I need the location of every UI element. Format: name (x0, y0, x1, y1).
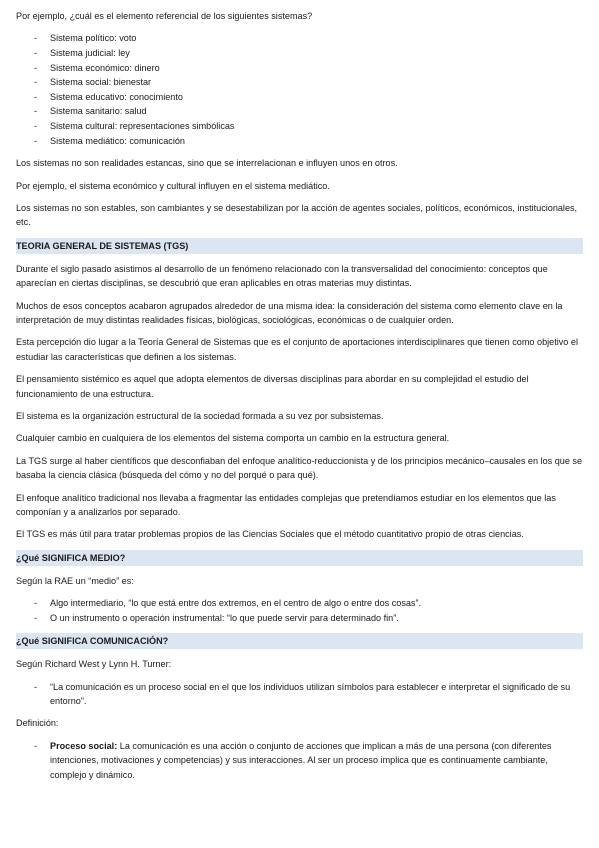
list-dash: - (34, 681, 38, 692)
list-item (16, 104, 583, 119)
list-dash: - (34, 135, 38, 146)
list-dash: - (34, 48, 38, 58)
body-paragraph: Por ejemplo, el sistema económico y cultural influyen en el sistema mediático. (16, 180, 330, 191)
tgs-paragraph: Durante el siglo pasado asistimos al desarrollo de un fenómeno relacionado con la transversalidad del conocimiento: conceptos que aparecían en ciertas disciplinas, se descubrió que eran aplicables en otras materias muy distintas. (16, 263, 548, 289)
tgs-paragraph: Cualquier cambio en cualquiera de los elementos del sistema comporta un cambio en la estructura general. (16, 433, 450, 444)
medio-list (16, 596, 583, 625)
tgs-paragraph: El TGS es más útil para tratar problemas propios de las Ciencias Sociales que el método cuantitativo propio de otras ciencias. (16, 529, 524, 540)
definition-list (16, 739, 583, 782)
definition-text: La comunicación es una acción o conjunto de acciones que implican a más de una persona (con diferentes intenciones, motivaciones y competencias) y sus interacciones. Al ser un proceso implica que es continuamente cambiante, complejo y dinámico. (50, 740, 552, 780)
body-paragraph: Los sistemas no son estables, son cambiantes y se desestabilizan por la acción de agentes sociales, políticos, económicos, institucionales, etc. (16, 202, 578, 228)
list-item (16, 134, 583, 149)
list-dash: - (34, 740, 38, 751)
list-dash: - (34, 91, 38, 102)
list-dash: - (34, 612, 38, 623)
tgs-paragraph: Muchos de esos conceptos acabaron agrupados alrededor de una misma idea: la consideración del sistema como elemento clave en la interpretación de muy distintas realidades físicas, biológicas, sociológicas, económicas o de cualquier orden. (16, 300, 563, 325)
tgs-paragraph: Esta percepción dio lugar a la Teoría General de Sistemas que es el conjunto de aportaciones interdisciplinares que tienen como objetivo el estudiar las características que definen a los sistemas. (16, 337, 578, 362)
list-item (16, 596, 583, 610)
list-dash: - (34, 77, 38, 88)
list-item-text: Sistema judicial: ley (50, 48, 130, 58)
list-item-text: Sistema mediático: comunicación (50, 135, 185, 146)
tgs-paragraph: El pensamiento sistémico es aquel que adopta elementos de diversas disciplinas para abordar en su complejidad el estudio del funcionamiento de una estructura. (16, 374, 529, 399)
list-item (16, 46, 583, 61)
list-item-text: Sistema cultural: representaciones simbólicas (50, 120, 235, 131)
tgs-paragraph: El enfoque analítico tradicional nos llevaba a fragmentar las entidades complejas que pretendíamos estudiar en los elementos que las componían y a analizarlos por separado. (16, 492, 556, 518)
list-item-text: Sistema sanitario: salud (50, 106, 147, 117)
list-item-text: Algo intermediario, “lo que está entre dos extremos, en el centro de algo o entre dos cosas”. (50, 598, 422, 609)
list-item (16, 31, 583, 46)
list-dash: - (34, 33, 38, 44)
list-item-text: O un instrumento o operación instrumental: “lo que puede servir para determinado fin”. (50, 612, 399, 623)
systems-list (16, 31, 583, 148)
list-item-text: Sistema político: voto (50, 33, 137, 44)
list-item (16, 119, 583, 134)
section-heading-tgs: TEORIA GENERAL DE SISTEMAS (TGS) (16, 238, 583, 254)
tgs-paragraph: La TGS surge al haber científicos que desconfiaban del enfoque analítico-reduccionista y de los principios mecánico–causales en los que se basaba la ciencia clásica (búsqueda del cómo y no del porqué o para qué). (16, 455, 583, 481)
list-item (16, 739, 583, 782)
quote-text: “La comunicación es un proceso social en el que los individuos utilizan símbolos para establecer e interpretar el significado de su entorno”. (50, 681, 571, 706)
list-item (16, 680, 583, 709)
list-item (16, 75, 583, 90)
tgs-paragraph: El sistema es la organización estructural de la sociedad formada a su vez por subsistemas. (16, 411, 384, 422)
list-dash: - (34, 598, 38, 609)
com-intro: Según Richard West y Lynn H. Turner: (16, 659, 172, 670)
definition-label: Definición: (16, 718, 59, 729)
com-quote-list (16, 680, 583, 709)
body-paragraph: Los sistemas no son realidades estancas, sino que se interrelacionan e influyen unos en otros. (16, 158, 398, 169)
list-dash: - (34, 62, 38, 73)
medio-intro: Según la RAE un “medio” es: (16, 575, 134, 586)
list-item-text: Sistema educativo: conocimiento (50, 91, 183, 102)
section-heading-medio: ¿Qué SIGNIFICA MEDIO? (16, 550, 583, 566)
list-item (16, 90, 583, 105)
list-item (16, 61, 583, 76)
list-dash: - (34, 120, 38, 131)
intro-paragraph: Por ejemplo, ¿cuál es el elemento referencial de los siguientes sistemas? (16, 11, 313, 21)
list-item (16, 611, 583, 625)
section-heading-comunicacion: ¿Qué SIGNIFICA COMUNICACIÓN? (16, 633, 583, 649)
list-item-text: Sistema social: bienestar (50, 77, 152, 88)
list-dash: - (34, 106, 38, 117)
list-item-text: Sistema económico: dinero (50, 62, 160, 73)
definition-term: Proceso social: (50, 740, 118, 751)
